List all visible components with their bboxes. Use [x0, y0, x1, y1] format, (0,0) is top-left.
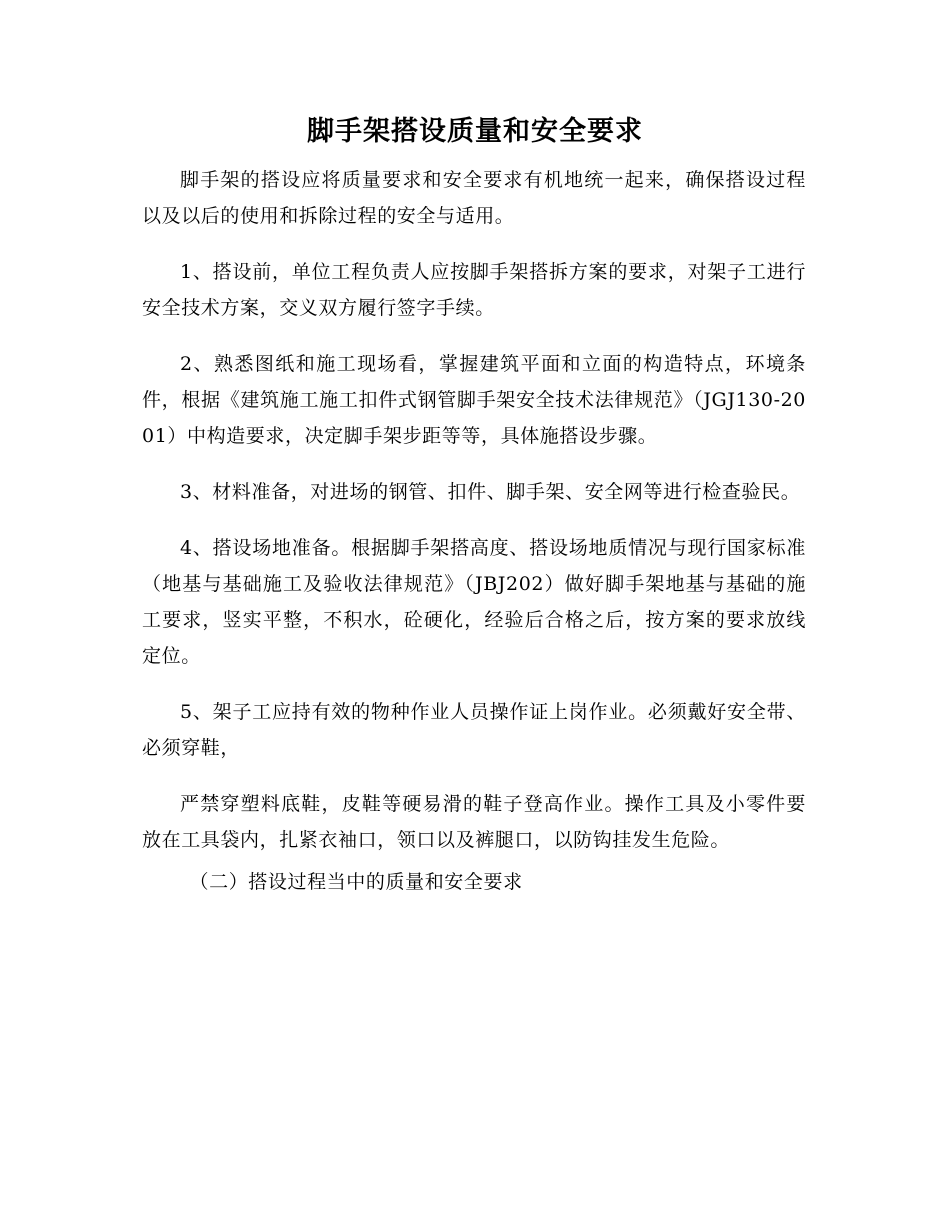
paragraph-item-5: 5、架子工应持有效的物种作业人员操作证上岗作业。必须戴好安全带、必须穿鞋，: [142, 701, 806, 759]
document-title: 脚手架搭设质量和安全要求: [307, 116, 643, 147]
intro-paragraph: 脚手架的搭设应将质量要求和安全要求有机地统一起来，确保搭设过程以及以后的使用和拆除过程的安全与适用。: [142, 169, 806, 227]
document-body: [142, 162, 806, 920]
paragraph-item-4: 4、搭设场地准备。根据脚手架搭高度、搭设场地质情况与现行国家标准（地基与基础施工及验收法律规范》（JBJ202）做好脚手架地基与基础的施工要求，竖实平整，不积水，砼硬化，经验后合格之后，按方案的要求放线定位。: [142, 537, 806, 667]
section-heading-2: （二）搭设过程当中的质量和安全要求: [189, 871, 523, 893]
paragraph-item-1: 1、搭设前，单位工程负责人应按脚手架搭拆方案的要求，对架子工进行安全技术方案，交义双方履行签字手续。: [142, 261, 806, 319]
paragraph-item-3: 3、材料准备，对进场的钢管、扣件、脚手架、安全网等进行检查验民。: [180, 481, 801, 503]
paragraph-item-5-continued: 严禁穿塑料底鞋，皮鞋等硬易滑的鞋子登高作业。操作工具及小零件要放在工具袋内，扎紧衣袖口，领口以及裤腿口，以防钩挂发生危险。: [142, 793, 806, 851]
paragraph-item-2: 2、熟悉图纸和施工现场看，掌握建筑平面和立面的构造特点，环境条件，根据《建筑施工施工扣件式钢管脚手架安全技术法律规范》（JGJ130-2001）中构造要求，决定脚手架步距等等，具体施搭设步骤。: [142, 353, 806, 447]
